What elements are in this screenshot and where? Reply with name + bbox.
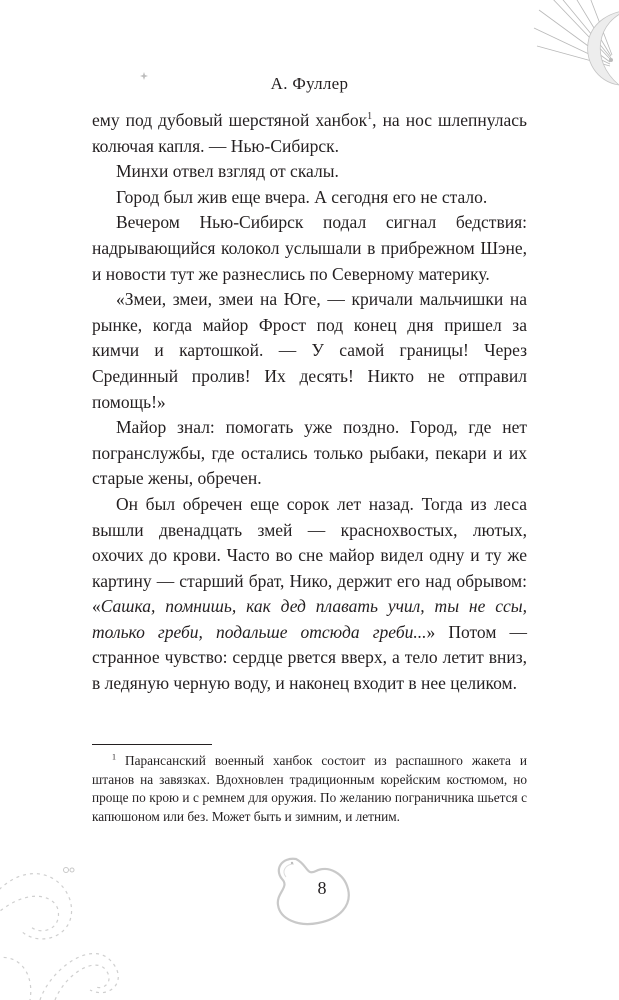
paragraph — [92, 210, 527, 287]
italic-quote: Сашка, помнишь, как дед плавать учил, ты не ссы, только греби, подальше отсюда греби... — [92, 596, 527, 642]
text-run: Майор знал: помогать уже поздно. Город, где нет погранслужбы, где остались только рыбаки, пекари и их старые жены, обречен. — [92, 417, 527, 489]
body-text — [92, 108, 527, 697]
paragraph — [92, 415, 527, 492]
footnote-reference: 1 — [367, 111, 373, 123]
footnote-paragraph — [92, 752, 527, 826]
paragraph — [92, 159, 527, 185]
paragraph — [92, 185, 527, 211]
text-run: » Потом — странное чувство: сердце рвется вверх, а тело летит вниз, в ледяную черную воду, и наконец входит в нее целиком. — [92, 621, 527, 694]
text-run: , на нос шлепнулась колючая капля. — Нью-Сибирск. — [92, 110, 527, 156]
paragraph — [92, 492, 527, 697]
footnote-text: Парансанский военный ханбок состоит из распашного жакета и штанов на завязках. Вдохновлен традиционным корейским костюмом, но проще по крою и с ремнем для оружия. По желанию пограничника шьется с капюшоном или без. Может быть и зимним, и летним. — [92, 753, 527, 824]
paragraph — [92, 108, 527, 159]
footnote — [92, 752, 527, 826]
page-number: 8 — [317, 878, 327, 898]
footnote-mark: 1 — [112, 752, 116, 762]
text-run: «Змеи, змеи, змеи на Юге, — кричали мальчишки на рынке, когда майор Фрост под конец дня пришел за кимчи и картошкой. — У самой границы! Через Срединный пролив! Их десять! Никто не отправил помощь!» — [92, 289, 527, 412]
text-run: ему под дубовый шерстяной ханбок — [92, 110, 368, 130]
footnote-divider — [92, 744, 212, 745]
text-run: Он был обречен еще сорок лет назад. Тогда из леса вышли двенадцать змей — краснохвостых, лютых, охочих до крови. Часто во сне майор видел одну и ту же картину — старший брат, Нико, держит его над обрывом: « — [92, 493, 527, 617]
running-head: А. Фуллер — [270, 74, 349, 93]
text-run: Минхи отвел взгляд от скалы. — [116, 161, 339, 182]
paragraph — [92, 287, 527, 415]
snake-pattern-ornament — [0, 840, 150, 1000]
text-run: Город был жив еще вчера. А сегодня его не стало. — [116, 186, 488, 207]
text-run: Вечером Нью-Сибирск подал сигнал бедствия: надрывающийся колокол услышали в прибрежном Шэне, и новости тут же разнеслись по Северному материку. — [92, 212, 527, 284]
